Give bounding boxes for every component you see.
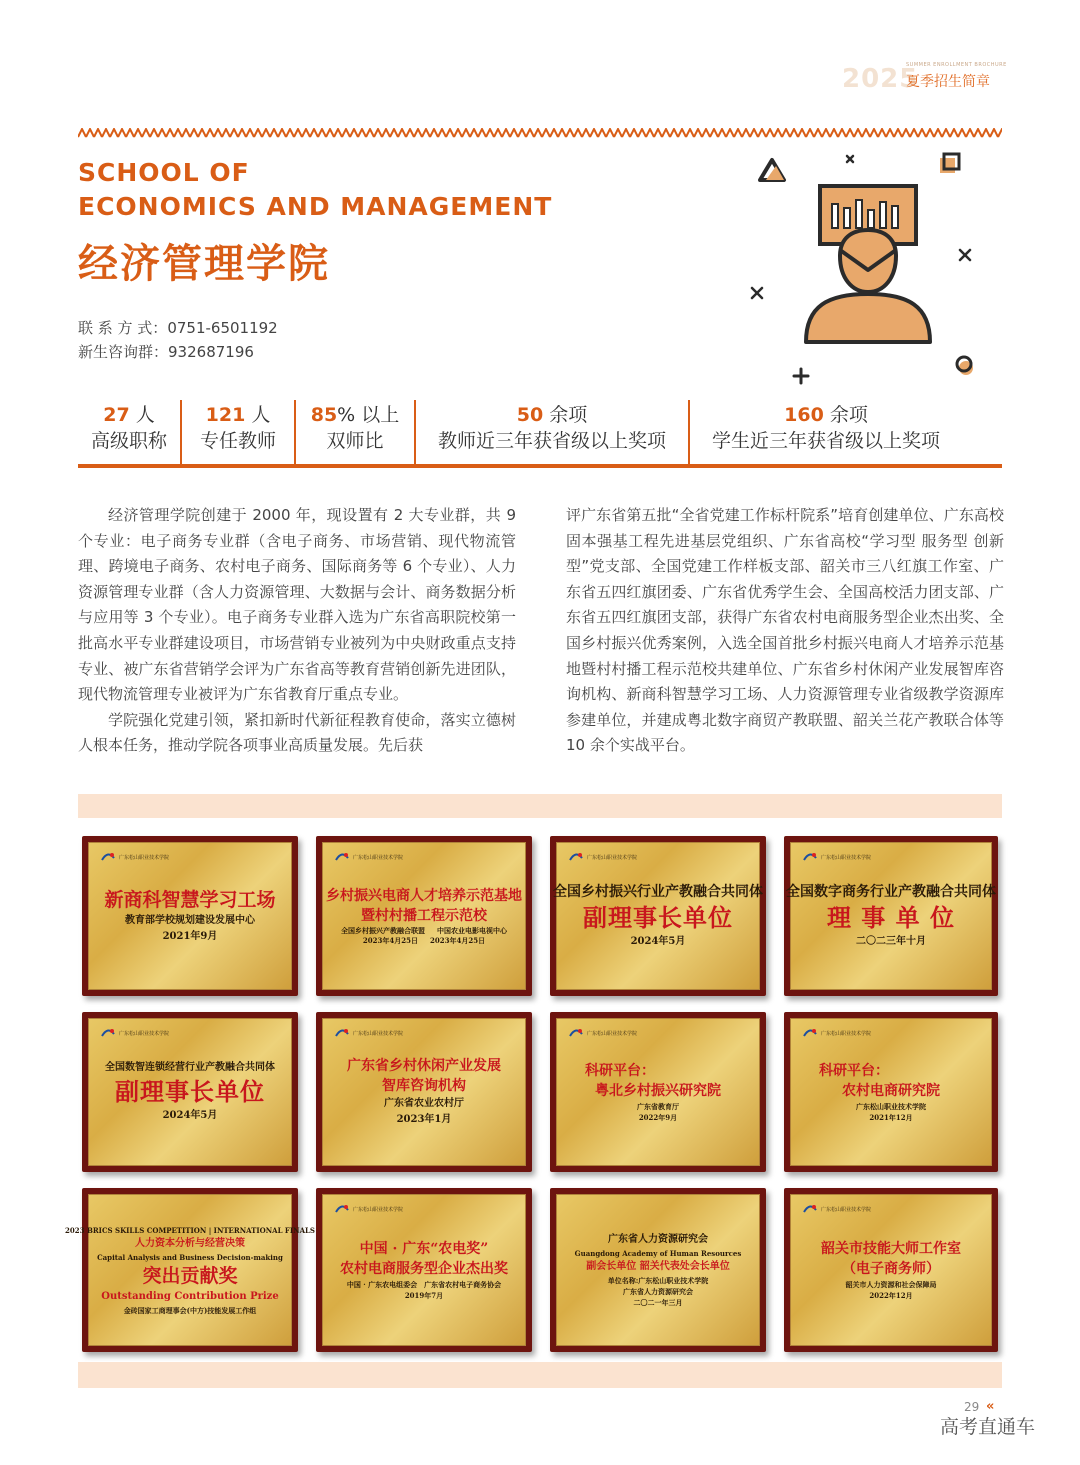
group-number: 932687196 <box>168 343 254 361</box>
plaque-date: 2019年7月 <box>404 1291 444 1300</box>
plaque-org: 全国乡村振兴行业产教融合共同体 <box>553 884 763 900</box>
sparkle-icon <box>847 156 853 162</box>
plaque <box>784 836 998 996</box>
person-icon <box>806 230 930 342</box>
stat-value: 160 <box>784 404 824 426</box>
plaque-date: 2023年4月25日 <box>362 936 418 945</box>
page-number: 29 <box>964 1400 980 1414</box>
plaque <box>550 836 766 996</box>
plaque-date: 2021年12月 <box>869 1113 913 1122</box>
college-logo: 广东松山职业技术学院 <box>803 852 871 862</box>
plaque-title-en: Outstanding Contribution Prize <box>101 1290 279 1302</box>
plaque-competition-en: Capital Analysis and Business Decision-making <box>97 1252 283 1262</box>
stat-teacher-awards <box>414 400 688 464</box>
title-en-line2: ECONOMICS AND MANAGEMENT <box>78 192 553 221</box>
plaque-issuer: 广东省人力资源研究会 <box>623 1287 693 1296</box>
plaque-title: 韶关市技能大师工作室 <box>821 1241 961 1257</box>
plaque-title: 暨村村播工程示范校 <box>361 908 487 924</box>
stat-full-time-teachers <box>180 400 294 464</box>
stat-label: 专任教师 <box>199 430 276 452</box>
plaque-label: 科研平台： <box>819 1063 889 1079</box>
stat-value: 85 <box>310 404 338 426</box>
plaque-issuer: 中国 · 广东农电组委会 广东省农村电子商务协会 <box>346 1280 502 1289</box>
plaque-title: （电子商务师） <box>842 1261 940 1277</box>
body-column-right <box>566 503 1004 759</box>
stats-bar <box>78 400 1002 468</box>
plaque-title: 农村电商服务型企业杰出奖 <box>340 1261 508 1277</box>
stat-label: 高级职称 <box>90 430 167 452</box>
plaque-title: 副会长单位 韶关代表处会长单位 <box>586 1261 730 1272</box>
college-logo: 广东松山职业技术学院 <box>101 852 169 862</box>
brochure-en: SUMMER ENROLLMENT BROCHURE <box>906 62 1007 68</box>
contact-info <box>78 316 278 364</box>
plaque-date: 2023年4月25日 <box>430 936 486 945</box>
plaque <box>550 1012 766 1172</box>
plaque-band-top <box>78 794 1002 818</box>
college-logo: 广东松山职业技术学院 <box>335 852 403 862</box>
plaque <box>316 1012 532 1172</box>
plaque-date: 2023年1月 <box>396 1114 452 1125</box>
stat-dual-teacher-ratio <box>294 400 414 464</box>
plaque-org: 全国数智连锁经营行业产教融合共同体 <box>105 1062 275 1073</box>
stat-unit: 余项 <box>823 404 868 426</box>
stat-label: 学生近三年获省级以上奖项 <box>711 430 940 452</box>
plaque-title: 新商科智慧学习工场 <box>104 889 276 911</box>
plaque-title: 副理事长单位 <box>583 903 733 932</box>
plaque-issuer: 金砖国家工商理事会(中方)技能发展工作组 <box>123 1305 257 1315</box>
chevron-left-icon: « <box>986 1399 995 1414</box>
stat-label: 教师近三年获省级以上奖项 <box>437 430 666 452</box>
brochure-year: 2025 <box>842 64 919 94</box>
paragraph: 评广东省第五批“全省党建工作标杆院系”培育创建单位、广东高校固本强基工程先进基层党组织、广东省高校“学习型 服务型 创新型”党支部、全国党建工作样板支部、韶关市三八红旗工作室、广东省五四红旗团委、广东省优秀学生会、全国高校活力团支部、广东省五四红旗团支部，获得广东省农村电商服务型企业杰出奖、全国乡村振兴优秀案例，入选全国首批乡村振兴电商人才培养示范基地暨村村播工程示范校共建单位、广东省乡村休闲产业发展智库咨询机构、新商科智慧学习工场、人力资源管理专业省级教学资源库参建单位，并建成粤北数字商贸产教联盟、韶关兰花产教联合体等 10 余个实战平台。 <box>566 506 1004 755</box>
plaque-date: 2022年9月 <box>638 1113 678 1122</box>
plaque-title: 粤北乡村振兴研究院 <box>595 1083 721 1099</box>
stat-value: 50 <box>516 404 544 426</box>
plaque <box>82 836 298 996</box>
plaque-unit: 单位名称:广东松山职业技术学院 <box>607 1276 709 1285</box>
plaque-band-bottom <box>78 1362 1002 1388</box>
stat-label: 双师比 <box>326 430 384 452</box>
college-logo: 广东松山职业技术学院 <box>803 1204 871 1214</box>
plaque-date: 2021年9月 <box>162 931 218 942</box>
phone-number: 0751-6501192 <box>167 319 278 337</box>
plaque-event: 2023 BRICS SKILLS COMPETITION | INTERNATIONAL FINALS <box>65 1225 315 1235</box>
plaque-issuer: 广东松山职业技术学院 <box>856 1102 926 1111</box>
plaque-competition: 人力资本分析与经营决策 <box>135 1237 245 1249</box>
college-logo: 广东松山职业技术学院 <box>569 1028 637 1038</box>
plaque-issuer: 中国农业电影电视中心 <box>437 926 507 935</box>
paragraph: 经济管理学院创建于 2000 年，现设置有 2 大专业群，共 9 个专业：电子商务专业群（含电子商务、市场营销、现代物流管理、跨境电子商务、农村电子商务、国际商务等 6 个专业）、人力资源管理专业群（含人力资源管理、大数据与会计、商务数据分析与应用等 3 个专业）。电子商务专业群入选为广东省高职院校第一批高水平专业群建设项目，市场营销专业被列为中央财政重点支持专业、被广东省营销学会评为广东省高等教育营销创新先进团队，现代物流管理专业被评为广东省教育厅重点专业。 <box>78 506 516 704</box>
plaque-issuer: 韶关市人力资源和社会保障局 <box>845 1280 937 1289</box>
stat-value: 121 <box>205 404 246 426</box>
college-logo: 广东松山职业技术学院 <box>335 1204 403 1214</box>
plaque-org: 广东省人力资源研究会 <box>608 1234 708 1245</box>
brochure-mark <box>842 62 1007 94</box>
title-chinese: 经济管理学院 <box>78 241 330 287</box>
college-logo: 广东松山职业技术学院 <box>101 1028 169 1038</box>
college-logo: 广东松山职业技术学院 <box>335 1028 403 1038</box>
paragraph: 学院强化党建引领，紧扣新时代新征程教育使命，落实立德树人根本任务，推动学院各项事业高质量发展。先后获 <box>78 710 516 755</box>
plaque-title: 突出贡献奖 <box>142 1264 238 1287</box>
plaque-title: 广东省乡村休闲产业发展 <box>347 1058 501 1074</box>
stat-student-awards <box>688 400 962 464</box>
plaque <box>316 1188 532 1352</box>
plaque <box>784 1188 998 1352</box>
triangle-icon <box>760 160 784 180</box>
body-column-left <box>78 503 516 759</box>
group-label: 新生咨询群： <box>78 343 169 361</box>
zigzag-divider <box>78 128 1002 138</box>
plaque-org: 全国数字商务行业产教融合共同体 <box>786 884 996 900</box>
plaque-date: 2024年5月 <box>630 936 686 947</box>
stat-unit: 人 <box>245 404 271 426</box>
plaque-label: 科研平台： <box>585 1063 655 1079</box>
stat-unit: % 以上 <box>337 404 400 426</box>
stat-senior-titles <box>78 400 180 464</box>
title-en-line1: SCHOOL OF <box>78 158 250 187</box>
circle-icon <box>957 357 973 375</box>
plaque-issuer: 教育部学校规划建设发展中心 <box>125 915 255 926</box>
plaque <box>316 836 532 996</box>
plaque-date: 2022年12月 <box>869 1291 913 1300</box>
watermark: 高考直通车 <box>940 1416 1036 1438</box>
analyst-illustration <box>740 146 1010 396</box>
plaque-title: 智库咨询机构 <box>382 1078 466 1094</box>
plaque-title: 中国 · 广东“农电奖” <box>359 1241 489 1257</box>
plaque-date: 二〇二三年十月 <box>856 936 926 947</box>
plaque-date: 2024年5月 <box>162 1110 218 1121</box>
brochure-cn: 夏季招生简章 <box>906 74 990 90</box>
plaque <box>82 1012 298 1172</box>
plaque <box>550 1188 766 1352</box>
plaque-issuer: 全国乡村振兴产教融合联盟 <box>341 926 425 935</box>
plaque-issuer: 广东省农业农村厅 <box>384 1098 464 1109</box>
plaque <box>65 1188 315 1352</box>
stat-unit: 余项 <box>543 404 588 426</box>
plus-icon <box>794 369 808 383</box>
square-icon <box>940 154 959 173</box>
plaque-title: 农村电商研究院 <box>842 1083 940 1099</box>
plaque-title: 副理事长单位 <box>115 1077 265 1106</box>
college-logo: 广东松山职业技术学院 <box>803 1028 871 1038</box>
plaque-issuer: 广东省教育厅 <box>637 1102 679 1111</box>
plaque-org-en: Guangdong Academy of Human Resources <box>574 1249 742 1258</box>
plaque-title: 理 事 单 位 <box>826 903 956 932</box>
stat-value: 27 <box>103 404 130 426</box>
plaque <box>784 1012 998 1172</box>
college-logo: 广东松山职业技术学院 <box>569 852 637 862</box>
plaque-date: 二〇二一年三月 <box>633 1298 683 1307</box>
phone-label: 联 系 方 式： <box>78 319 168 337</box>
plaque-title: 乡村振兴电商人才培养示范基地 <box>326 888 522 904</box>
title-english <box>78 156 552 224</box>
stat-unit: 人 <box>129 404 155 426</box>
